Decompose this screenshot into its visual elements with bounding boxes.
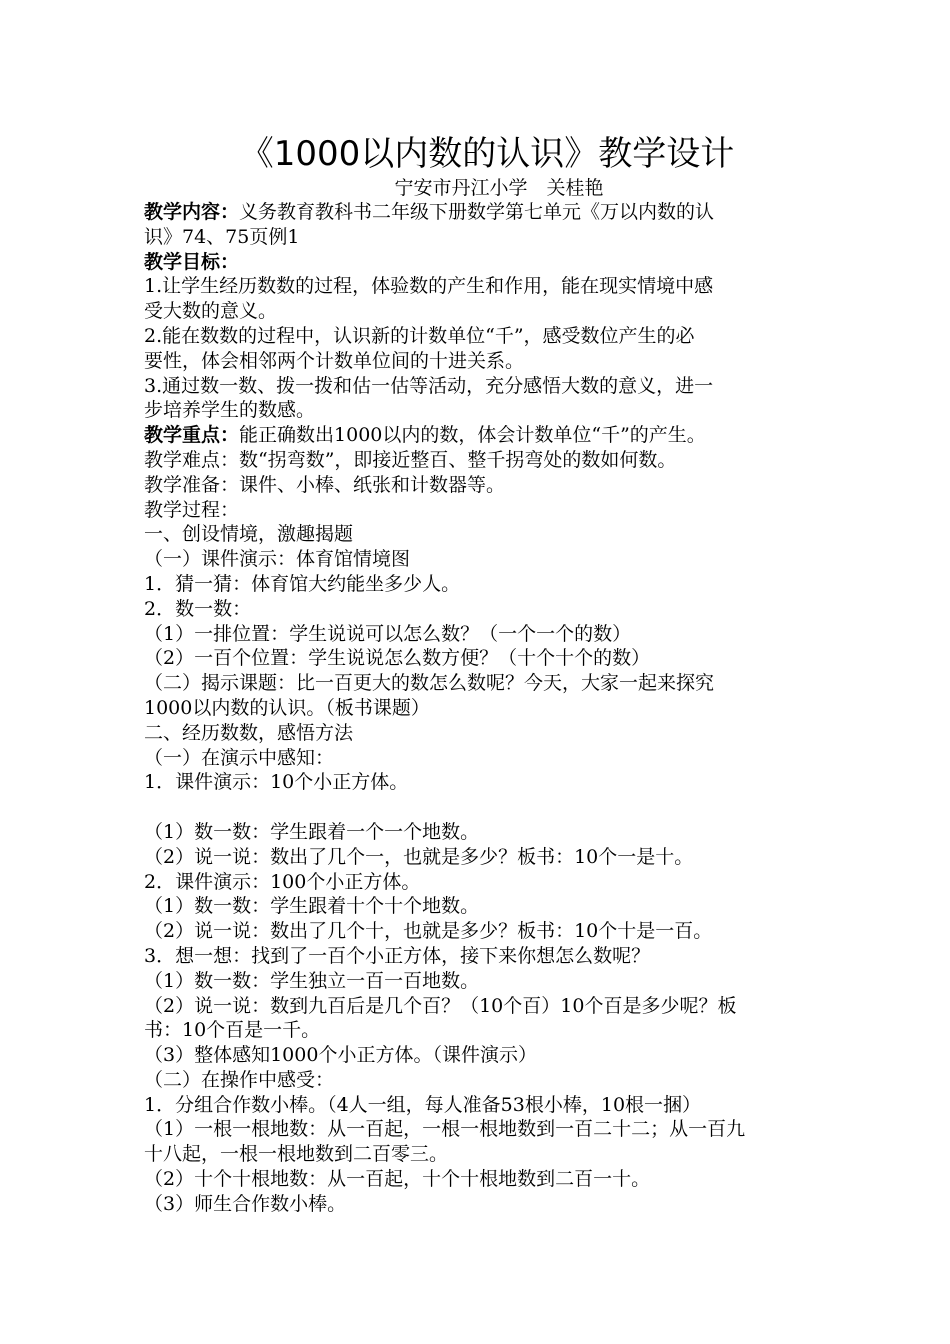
line-text: （二）在操作中感受： [144, 1068, 335, 1091]
text-line [144, 795, 814, 820]
line-text: 十八起，一根一根地数到二百零三。 [144, 1143, 449, 1166]
line-text: 1．课件演示：10个小正方体。 [144, 771, 409, 794]
text-line [144, 1068, 814, 1093]
line-text: 要性，体会相邻两个计数单位间的十进关系。 [144, 349, 525, 372]
text-line [144, 1018, 814, 1043]
text-line [144, 324, 814, 349]
text-line [144, 1043, 814, 1068]
line-text: 2.能在数数的过程中，认识新的计数单位“千”，感受数位产生的必 [144, 324, 695, 347]
line-text: （一）在演示中感知： [144, 746, 335, 769]
line-text: 2．课件演示：100个小正方体。 [144, 870, 421, 893]
text-line [144, 448, 814, 473]
line-text: 受大数的意义。 [144, 300, 278, 323]
text-line [144, 820, 814, 845]
document-title: 《1000以内数的认识》教学设计 [239, 134, 735, 174]
document-body [144, 132, 814, 1217]
line-text: （1）一根一根地数：从一百起，一根一根地数到一百二十二；从一百九 [144, 1118, 746, 1141]
line-text: 2．数一数： [144, 597, 252, 620]
line-text: 步培养学生的数感。 [144, 399, 316, 422]
text-line [144, 919, 814, 944]
text-line [144, 994, 814, 1019]
text-line [144, 944, 814, 969]
text-line [144, 1093, 814, 1118]
text-line [144, 622, 814, 647]
text-line [144, 522, 814, 547]
text-line [144, 498, 814, 523]
text-line [144, 374, 814, 399]
line-text: 1．猜一猜：体育馆大约能坐多少人。 [144, 572, 461, 595]
text-line [144, 1192, 814, 1217]
line-text: （2）十个十根地数：从一百起，十个十根地数到二百一十。 [144, 1168, 651, 1191]
text-line [144, 746, 814, 771]
section-label: 教学重点： [144, 424, 240, 447]
text-line [144, 547, 814, 572]
line-text: 3.通过数一数、拨一拨和估一估等活动，充分感悟大数的意义，进一 [144, 374, 714, 397]
line-text: （2）说一说：数出了几个一，也就是多少？板书：10个一是十。 [144, 845, 694, 868]
line-text: （1）数一数：学生独立一百一百地数。 [144, 969, 480, 992]
line-text: 1．分组合作数小棒。（4人一组，每人准备53根小棒，10根一捆） [144, 1093, 702, 1116]
section-label: 教学内容： [144, 201, 240, 223]
line-text: 教学过程： [144, 498, 240, 521]
line-text: （1）一排位置：学生说说可以怎么数？（一个一个的数） [144, 622, 632, 645]
text-line [144, 845, 814, 870]
text-line [144, 423, 814, 448]
text-line [144, 225, 814, 250]
line-text: （2）说一说：数到九百后是几个百？（10个百）10个百是多少呢？板 [144, 994, 737, 1017]
line-text: 义务教育教科书二年级下册数学第七单元《万以内数的认 [239, 201, 715, 223]
text-line [144, 870, 814, 895]
line-text: （3）整体感知1000个小正方体。（课件演示） [144, 1044, 537, 1067]
text-line [144, 572, 814, 597]
section-label: 教学目标： [144, 250, 240, 273]
line-text: 能正确数出1000以内的数，体会计数单位“千”的产生。 [239, 424, 706, 447]
line-text: （1）数一数：学生跟着一个一个地数。 [144, 820, 480, 843]
line-text: 识》74、75页例1 [144, 225, 300, 248]
text-line [144, 250, 814, 275]
line-text: （2）说一说：数出了几个十，也就是多少？板书：10个十是一百。 [144, 920, 713, 943]
line-text: 3．想一想：找到了一百个小正方体，接下来你想怎么数呢？ [144, 944, 651, 967]
document-author: 宁安市丹江小学 关桂艳 [394, 177, 604, 199]
text-line [144, 721, 814, 746]
line-text: 1.让学生经历数数的过程，体验数的产生和作用，能在现实情境中感 [144, 275, 714, 298]
line-text: 教学准备：课件、小棒、纸张和计数器等。 [144, 473, 506, 496]
line-text: 教学难点：数“拐弯数”，即接近整百、整千拐弯处的数如何数。 [144, 448, 677, 471]
text-line [144, 646, 814, 671]
text-line [144, 200, 814, 225]
text-line [144, 969, 814, 994]
line-text: （1）数一数：学生跟着十个十个地数。 [144, 895, 480, 918]
text-line [144, 597, 814, 622]
text-line [144, 349, 814, 374]
text-line [144, 1167, 814, 1192]
line-text: （一）课件演示：体育馆情境图 [144, 548, 411, 571]
line-text: （2）一百个位置：学生说说怎么数方便？（十个十个的数） [144, 647, 651, 670]
line-text: 1000以内数的认识。（板书课题） [144, 696, 430, 719]
text-line [144, 398, 814, 423]
line-text: 一、创设情境，激趣揭题 [144, 523, 354, 546]
text-line [144, 671, 814, 696]
document-lines [144, 200, 814, 1217]
text-line [144, 299, 814, 324]
text-line [144, 770, 814, 795]
text-line [144, 894, 814, 919]
text-line [144, 274, 814, 299]
text-line [144, 473, 814, 498]
line-text: 书：10个百是一千。 [144, 1019, 321, 1042]
text-line [144, 1142, 814, 1167]
line-text: 二、经历数数，感悟方法 [144, 721, 354, 744]
text-line [144, 696, 814, 721]
line-text: （二）揭示课题：比一百更大的数怎么数呢？今天，大家一起来探究 [144, 672, 715, 695]
line-text: （3）师生合作数小棒。 [144, 1192, 347, 1215]
text-line [144, 1117, 814, 1142]
